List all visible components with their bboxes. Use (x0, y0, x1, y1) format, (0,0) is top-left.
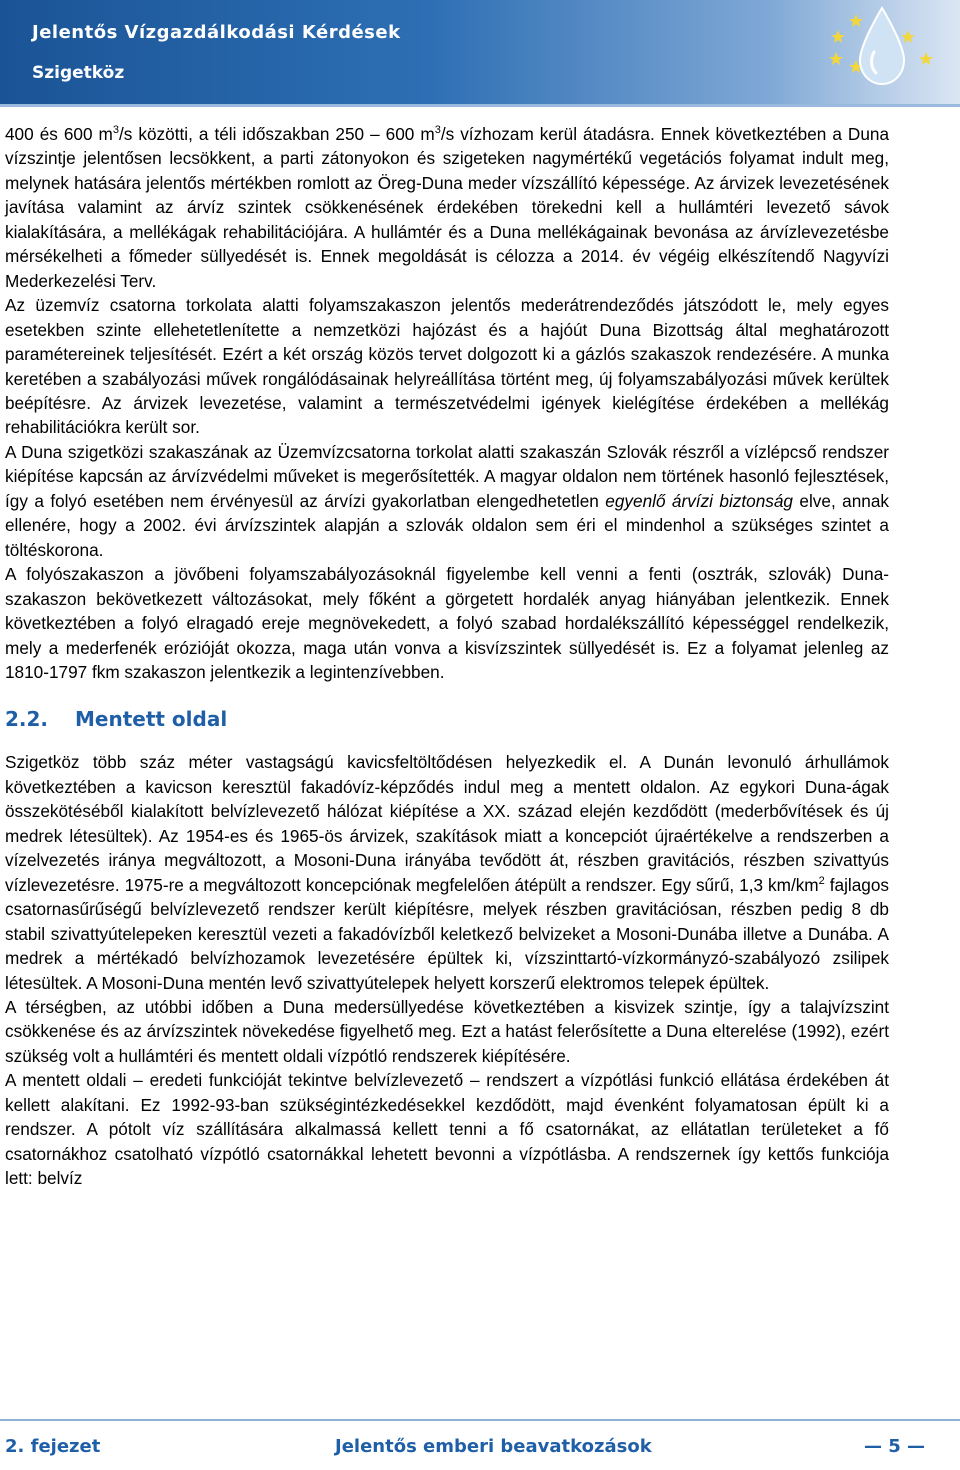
text-run: /s közötti, a téli időszakban 250 – 600 m (119, 124, 435, 144)
paragraph (5, 122, 889, 293)
paragraph: A mentett oldali – eredeti funkcióját tekintve belvízlevezető – rendszert a vízpótlási funkció ellátása érdekében át kellett alakítani. Ez 1992-93-ban szükségintézkedésekkel kezdődött, majd évenként folyamatosan épült ki a rendszer. A pótolt víz szállítására alkalmassá kellett tenni a fő csatornákat, az ellátatlan területeket a fő csatornákhoz csatolható vízpótló csatornákkal lehetett bevonni a vízpótlásba. A rendszernek így kettős funkciója lett: belvíz (5, 1070, 889, 1189)
superscript: 3 (112, 124, 120, 136)
header-title: Jelentős Vízgazdálkodási Kérdések (32, 22, 401, 43)
section-heading (5, 706, 889, 732)
footer-chapter: 2. fejezet (5, 1436, 101, 1457)
paragraph (5, 750, 889, 995)
paragraph (5, 440, 889, 562)
page-header (0, 0, 960, 104)
document-body (5, 122, 889, 1191)
paragraph: Az üzemvíz csatorna torkolata alatti folyamszakaszon jelentős mederátrendeződés játszódott le, mely egyes esetekben szinte ellehetetlenítette a nemzetközi hajózást és a hajóút Duna Bizottság által meghatározott paramétereinek teljesítését. Ezért a két ország közös tervet dolgozott ki a gázlós szakaszok rendezésére. A munka keretében a szabályozási művek rongálódásainak helyreállítása történt meg, új folyamszabályozási művek kerültek beépítésre. Az árvizek levezetése, valamint a természetvédelmi igények kielégítése érdekében a mellékág rehabilitációkra került sor. (5, 295, 889, 438)
footer-divider (0, 1419, 960, 1421)
text-run: fajlagos csatornasűrűségű belvízlevezető rendszer került kiépítésre, melyek részben gravitációsan, részben pedig 8 db stabil szivattyútelepeken keresztül vezeti a fakadóvízből keletkező belvizeket a Mosoni-Dunába illetve a Dunába. A medrek a mértékadó belvízhozamok levezetésére épültek ki, vízszinttartó-vízkormányzó-szabályozó zsilipek létesültek. A Mosoni-Duna mentén levő szivattyútelepek helyett korszerű elektromos telepek épültek. (5, 874, 889, 993)
section-title: Mentett oldal (75, 707, 228, 732)
footer-title: Jelentős emberi beavatkozások (335, 1436, 652, 1457)
paragraph: A folyószakaszon a jövőbeni folyamszabályozásoknál figyelembe kell venni a fenti (osztrák, szlovák) Duna-szakaszon bekövetkezett változásokat, mely főként a görgetett hordalék anyag hiányában jelentkezik. Ennek következtében a folyó elragadó ereje megnövekedett, a folyó szabad hordalékszállító képességgel rendelkezik, mely a mederfenék erózióját okozza, maga után vonva a kisvízszintek süllyedését is. Ez a folyamat jelenleg az 1810-1797 fkm szakaszon jelentkezik a legintenzívebben. (5, 564, 889, 682)
superscript: 3 (434, 124, 441, 136)
page-footer (5, 1436, 925, 1462)
header-subtitle: Szigetköz (32, 63, 125, 83)
water-drop-eu-stars-icon (808, 0, 958, 104)
text-run: 400 és 600 m (5, 124, 113, 144)
header-divider (0, 104, 960, 107)
section-number: 2.2. (5, 707, 49, 732)
text-run: elve, annak ellenére, hogy a 2002. évi árvízszintek alapján a szlovák oldalon sem éri el mindenhol a szükséges szintet a töltéskorona. (5, 490, 889, 560)
text-run: Szigetköz több száz méter vastagságú kavicsfeltöltődésen helyezkedik el. A Dunán levonuló árhullámok következtében a kavicson keresztül fakadóvíz-képződés indul meg a mentett oldalon. Az egykori Duna-ágak összekötéséből kialakított belvízlevezető hálózat kiépítése a XX. század elején kezdődött (mederbővítések és új medrek létesültek). Az 1954-es és 1965-ös árvizek, szakítások miatt a koncepciót újraértékelve a rendszerben a vízelvezetés iránya megváltozott, a Mosoni-Duna irányába tevődött át, részben gravitációs, részben szivattyús vízlevezetésre. 1975-re a megváltozott koncepciónak megfelelően átépült a rendszer. Egy sűrű, 1,3 km/km (5, 752, 889, 895)
paragraph: A térségben, az utóbbi időben a Duna medersüllyedése következtében a kisvizek szintje, így a talajvízszint csökkenése és az árvízszintek növekedése figyelhető meg. Ezt a hatást felerősítette a Duna elterelése (1992), ezért szükség volt a hullámtéri és mentett oldali vízpótló rendszerek kiépítésére. (5, 996, 889, 1066)
text-run: A Duna szigetközi szakaszának az Üzemvízcsatorna torkolat alatti szakaszán Szlovák részről a vízlépcső rendszer kiépítése kapcsán az árvízvédelmi műveket is megerősítették. A magyar oldalon nem történek hasonló fejlesztések, így a folyó esetében nem érvényesül az árvízi gyakorlatban elengedhetetlen (5, 441, 889, 511)
emphasis-text: egyenlő árvízi biztonság (605, 490, 793, 511)
superscript: 2 (818, 874, 825, 887)
text-run: /s vízhozam kerül átadásra. Ennek következtében a Duna vízszintje jelentősen lecsökkent, a parti zátonyokon és szigeteken nagymértékű vegetációs folyamat indult meg, melynek hatására jelentős mértékben romlott az Öreg-Duna meder vízszállító képessége. Az árvizek levezetésének javítása valamint az árvíz szintek csökkenésének érdekében törekedni kell a hullámtéri levezető sávok kialakítására, a mellékágak rehabilitációjára. A hullámtér és a Duna mellékágainak bevonása az árvízlevezetésbe mérsékelheti a főmeder süllyedését is. Ennek megoldását is célozza a 2014. év végéig elkészítendő Nagyvízi Mederkezelési Terv. (5, 124, 890, 291)
page-number: — 5 — (863, 1436, 925, 1457)
